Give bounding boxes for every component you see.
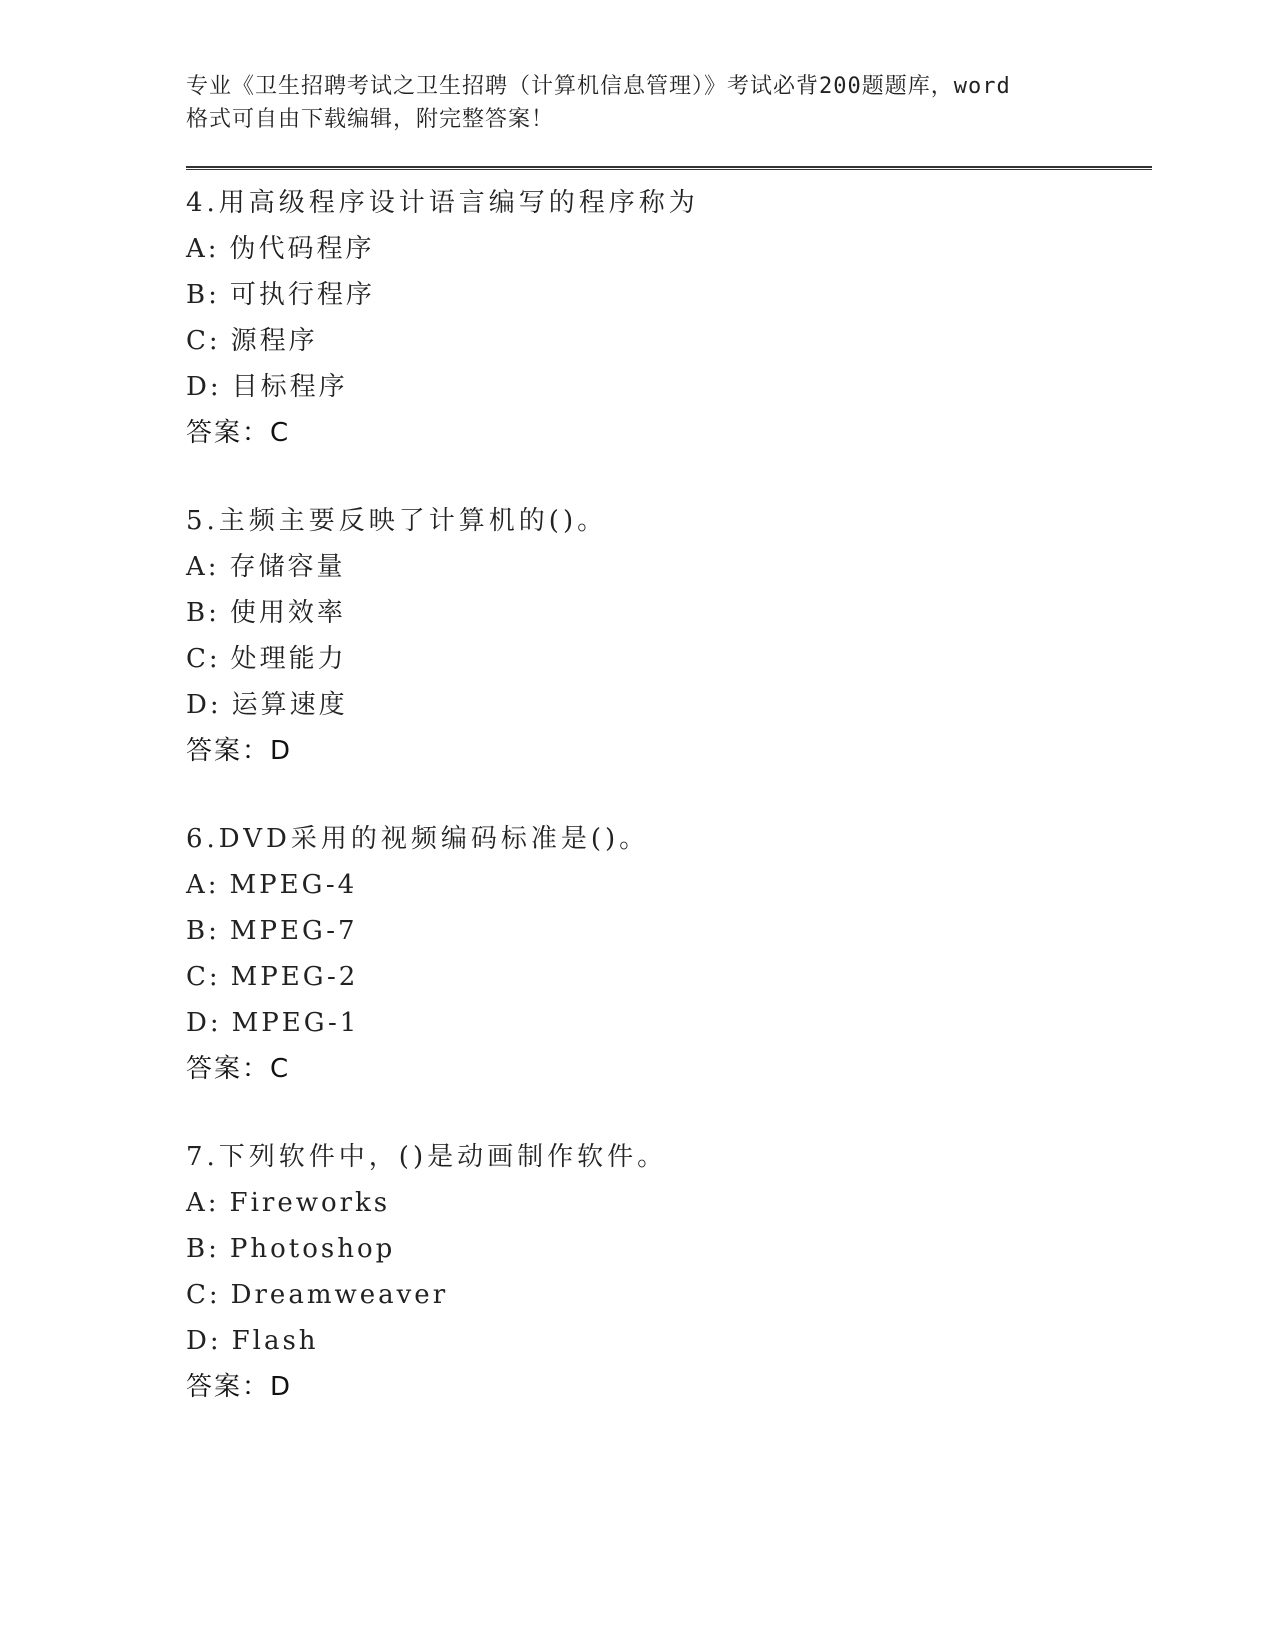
question-4 — [186, 180, 1152, 456]
option-b — [186, 590, 1152, 636]
option-c — [186, 636, 1152, 682]
option-text: 目标程序 — [231, 372, 348, 402]
option-text: MPEG-4 — [229, 870, 358, 900]
option-c — [186, 1272, 1152, 1318]
option-a — [186, 544, 1152, 590]
answer-line: 答案：C — [186, 1054, 291, 1084]
document-page — [186, 70, 1152, 1410]
option-key: D: — [186, 372, 222, 402]
answer-line: 答案：D — [186, 736, 293, 766]
question-stem: 7.下列软件中，()是动画制作软件。 — [186, 1142, 668, 1172]
option-text: Fireworks — [229, 1188, 391, 1218]
question-5 — [186, 498, 1152, 774]
option-key: D: — [186, 690, 222, 720]
option-d — [186, 682, 1152, 728]
option-b — [186, 908, 1152, 954]
option-key: B: — [186, 598, 220, 628]
option-text: MPEG-1 — [231, 1008, 360, 1038]
option-key: D: — [186, 1008, 222, 1038]
option-key: A: — [186, 552, 220, 582]
option-key: C: — [186, 962, 221, 992]
option-key: B: — [186, 1234, 220, 1264]
answer-line: 答案：C — [186, 418, 291, 448]
option-d — [186, 364, 1152, 410]
option-text: MPEG-2 — [230, 962, 359, 992]
option-key: C: — [186, 326, 221, 356]
option-b — [186, 1226, 1152, 1272]
option-key: B: — [186, 280, 220, 310]
option-c — [186, 318, 1152, 364]
option-key: A: — [186, 870, 220, 900]
option-key: C: — [186, 1280, 221, 1310]
option-d — [186, 1318, 1152, 1364]
option-key: B: — [186, 916, 220, 946]
option-key: A: — [186, 1188, 220, 1218]
option-key: A: — [186, 234, 220, 264]
option-text: 处理能力 — [230, 644, 347, 674]
option-a — [186, 1180, 1152, 1226]
option-d — [186, 1000, 1152, 1046]
question-6 — [186, 816, 1152, 1092]
question-stem: 4.用高级程序设计语言编写的程序称为 — [186, 188, 699, 218]
option-text: 使用效率 — [229, 598, 346, 628]
question-stem: 6.DVD采用的视频编码标准是()。 — [186, 824, 650, 854]
option-text: 可执行程序 — [229, 280, 375, 310]
option-text: 源程序 — [230, 326, 318, 356]
header-line-2: 格式可自由下载编辑，附完整答案！ — [186, 107, 555, 132]
option-a — [186, 226, 1152, 272]
header-line-1: 专业《卫生招聘考试之卫生招聘（计算机信息管理）》考试必背200题题库，word — [186, 74, 1011, 99]
answer-line: 答案：D — [186, 1372, 293, 1402]
option-text: Dreamweaver — [230, 1280, 449, 1310]
option-key: D: — [186, 1326, 222, 1356]
option-text: Flash — [231, 1326, 319, 1356]
option-text: MPEG-7 — [229, 916, 358, 946]
option-key: C: — [186, 644, 221, 674]
option-b — [186, 272, 1152, 318]
option-text: 运算速度 — [231, 690, 348, 720]
question-stem: 5.主频主要反映了计算机的()。 — [186, 506, 608, 536]
option-text: 伪代码程序 — [229, 234, 375, 264]
document-header — [186, 70, 1152, 136]
question-7 — [186, 1134, 1152, 1410]
option-a — [186, 862, 1152, 908]
option-c — [186, 954, 1152, 1000]
option-text: Photoshop — [229, 1234, 396, 1264]
option-text: 存储容量 — [229, 552, 346, 582]
